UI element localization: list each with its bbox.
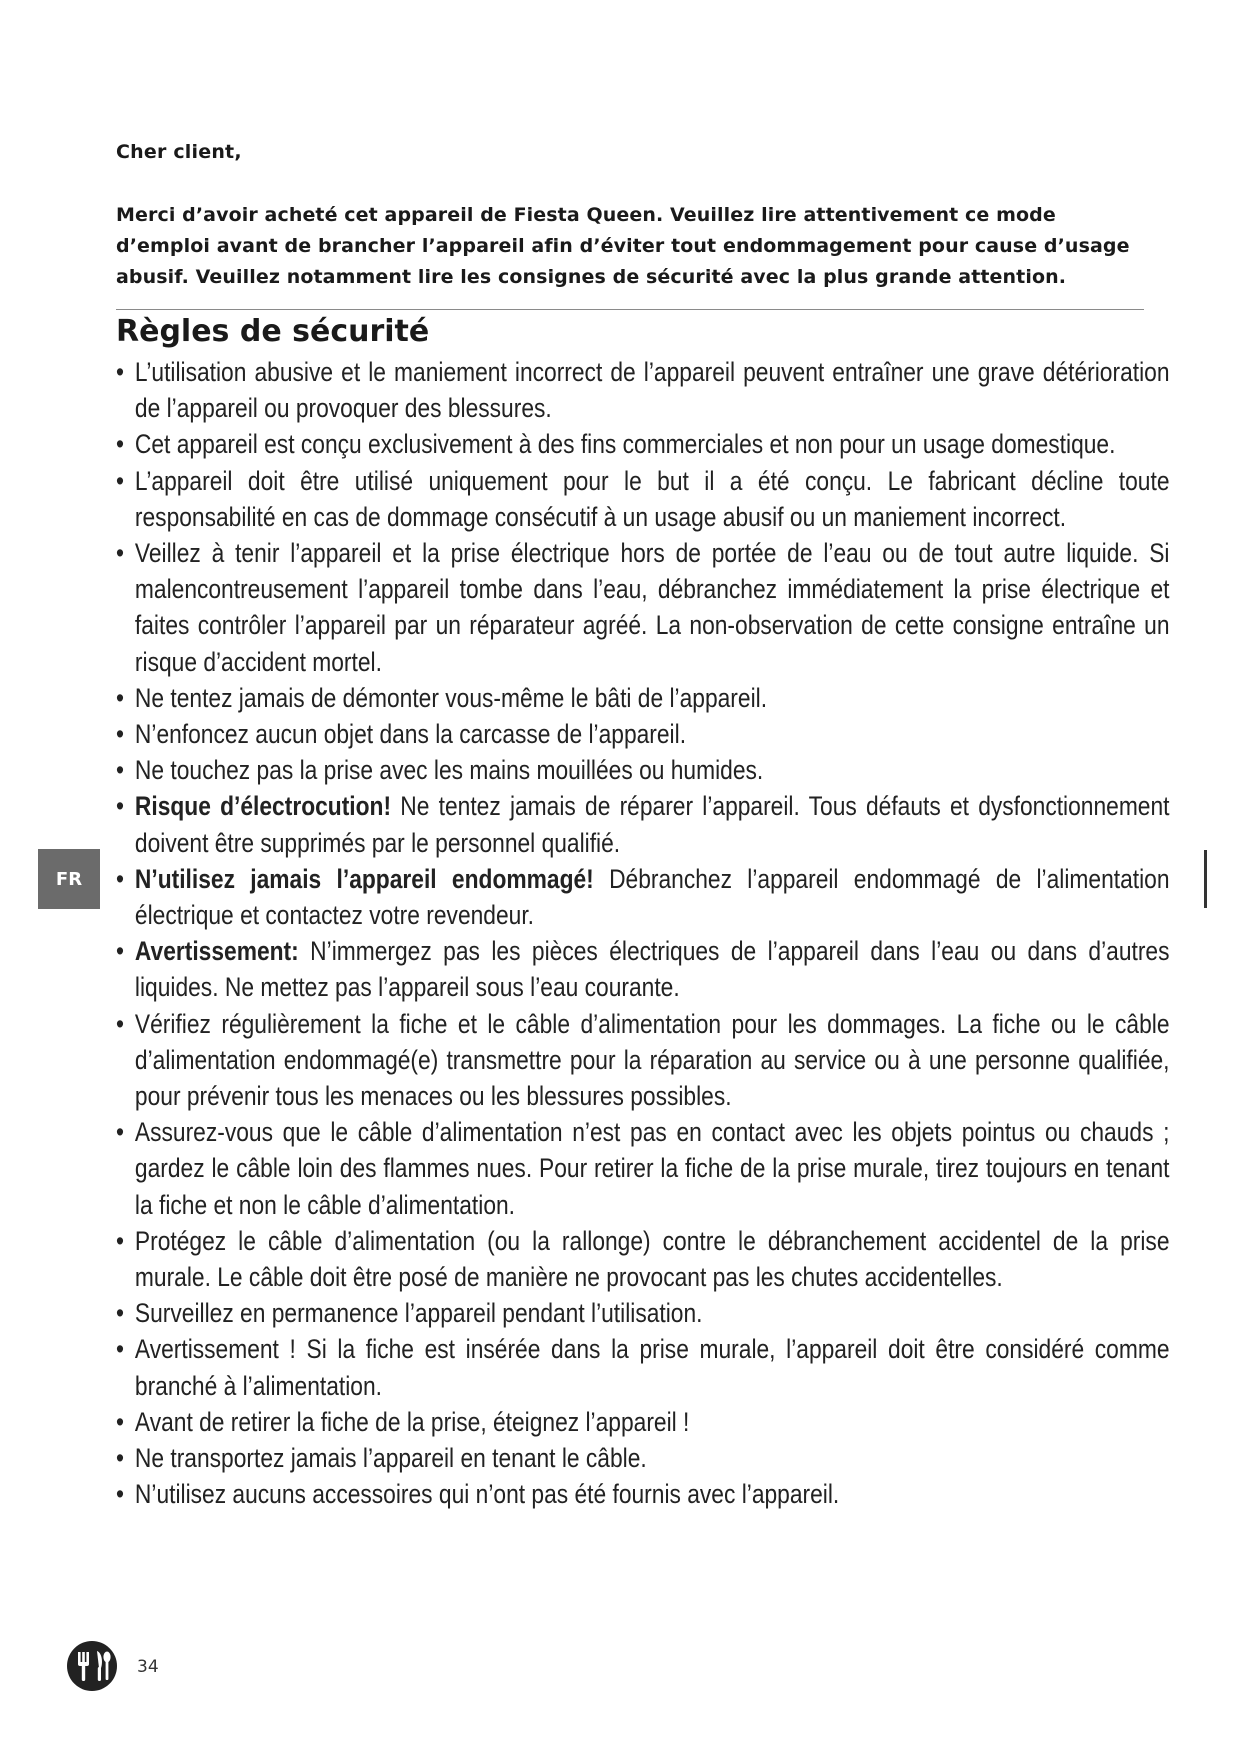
- cutlery-logo-icon: [66, 1640, 118, 1692]
- list-item: [116, 1006, 1170, 1115]
- rule-text: N’immergez pas les pièces électriques de l’appareil dans l’eau ou dans d’autres liquides. Ne mettez pas l’appareil sous l’eau courante.: [134, 936, 1170, 1003]
- list-item: [116, 463, 1170, 535]
- list-item: [116, 861, 1170, 933]
- divider: [116, 309, 1144, 310]
- rule-text: Débranchez l’appareil endommagé de l’alimentation électrique et contactez votre revendeur.: [134, 863, 1170, 931]
- rule-lead: Avertissement:: [134, 936, 299, 967]
- rule-text: Ne tentez jamais de réparer l’appareil. Tous défauts et dysfonctionnement doivent être supprimés par le personnel qualifié.: [134, 791, 1170, 858]
- intro-paragraph: Merci d’avoir acheté cet appareil de Fiesta Queen. Veuillez lire attentivement ce mode d’emploi avant de brancher l’appareil afin d’éviter tout endommagement pour cause d’usage abusif. Veuillez notamment lire les consignes de sécurité avec la plus grande attention.: [116, 204, 1130, 288]
- list-item: [116, 752, 1170, 788]
- list-item: [116, 354, 1170, 426]
- list-item: [116, 1404, 1170, 1440]
- language-tab: FR: [38, 849, 100, 909]
- rule-lead: N’utilisez jamais l’appareil endommagé!: [134, 863, 594, 894]
- rule-text: Veillez à tenir l’appareil et la prise électrique hors de portée de l’eau ou de tout autre liquide. Si malencontreusement l’appareil tombe dans l’eau, débranchez immédiatement la prise électrique et faites contrôler l’appareil par un réparateur agréé. La non-observation de cette consigne entraîne un risque d’accident mortel.: [134, 538, 1170, 677]
- list-item: [116, 1295, 1170, 1331]
- rule-text: Cet appareil est conçu exclusivement à des fins commerciales et non pour un usage domestique.: [134, 429, 1116, 460]
- rule-text: Ne touchez pas la prise avec les mains mouillées ou humides.: [134, 755, 764, 786]
- list-item: [116, 716, 1170, 752]
- rule-text: L’appareil doit être utilisé uniquement pour le but il a été conçu. Le fabricant décline toute responsabilité en cas de dommage consécutif à un usage abusif ou un maniement incorrect.: [134, 465, 1170, 532]
- list-item: [116, 1223, 1170, 1295]
- rule-text: L’utilisation abusive et le maniement incorrect de l’appareil peuvent entraîner une grave détérioration de l’appareil ou provoquer des blessures.: [134, 357, 1170, 424]
- safety-rules-list: [116, 354, 1170, 1513]
- list-item: [116, 680, 1170, 716]
- list-item: [116, 1476, 1170, 1512]
- list-item: [116, 933, 1170, 1005]
- rule-text: Assurez-vous que le câble d’alimentation n’est pas en contact avec les objets pointus ou chauds ; gardez le câble loin des flammes nues. Pour retirer la fiche de la prise murale, tirez toujours en tenant la fiche et non le câble d’alimentation.: [134, 1117, 1170, 1220]
- rule-text: Surveillez en permanence l’appareil pendant l’utilisation.: [134, 1298, 703, 1329]
- list-item: [116, 1440, 1170, 1476]
- rule-text: Vérifiez régulièrement la fiche et le câble d’alimentation pour les dommages. La fiche ou le câble d’alimentation endommagé(e) transmettre pour la réparation au service ou à une personne qualifiée, pour prévenir tous les menaces ou les blessures possibles.: [134, 1008, 1170, 1112]
- section-title: Règles de sécurité: [116, 314, 430, 349]
- rule-text: Protégez le câble d’alimentation (ou la rallonge) contre le débranchement accidentel de la prise murale. Le câble doit être posé de manière ne provocant pas les chutes accidentelles.: [134, 1225, 1170, 1293]
- list-item: [116, 426, 1170, 462]
- margin-marker: [1204, 850, 1207, 908]
- rule-text: Ne tentez jamais de démonter vous-même le bâti de l’appareil.: [134, 682, 768, 713]
- list-item: [116, 1331, 1170, 1403]
- page-number: 34: [137, 1657, 159, 1677]
- rule-text: Avertissement ! Si la fiche est insérée dans la prise murale, l’appareil doit être considéré comme branché à l’alimentation.: [134, 1334, 1170, 1401]
- list-item: [116, 788, 1170, 860]
- rule-text: Avant de retirer la fiche de la prise, éteignez l’appareil !: [134, 1406, 690, 1437]
- greeting: Cher client,: [116, 141, 242, 163]
- list-item: [116, 1114, 1170, 1223]
- rule-text: Ne transportez jamais l’appareil en tenant le câble.: [134, 1443, 647, 1474]
- rule-text: N’enfoncez aucun objet dans la carcasse de l’appareil.: [134, 719, 687, 750]
- rule-text: N’utilisez aucuns accessoires qui n’ont pas été fournis avec l’appareil.: [134, 1479, 840, 1510]
- list-item: [116, 535, 1170, 680]
- rule-lead: Risque d’électrocution!: [134, 791, 392, 822]
